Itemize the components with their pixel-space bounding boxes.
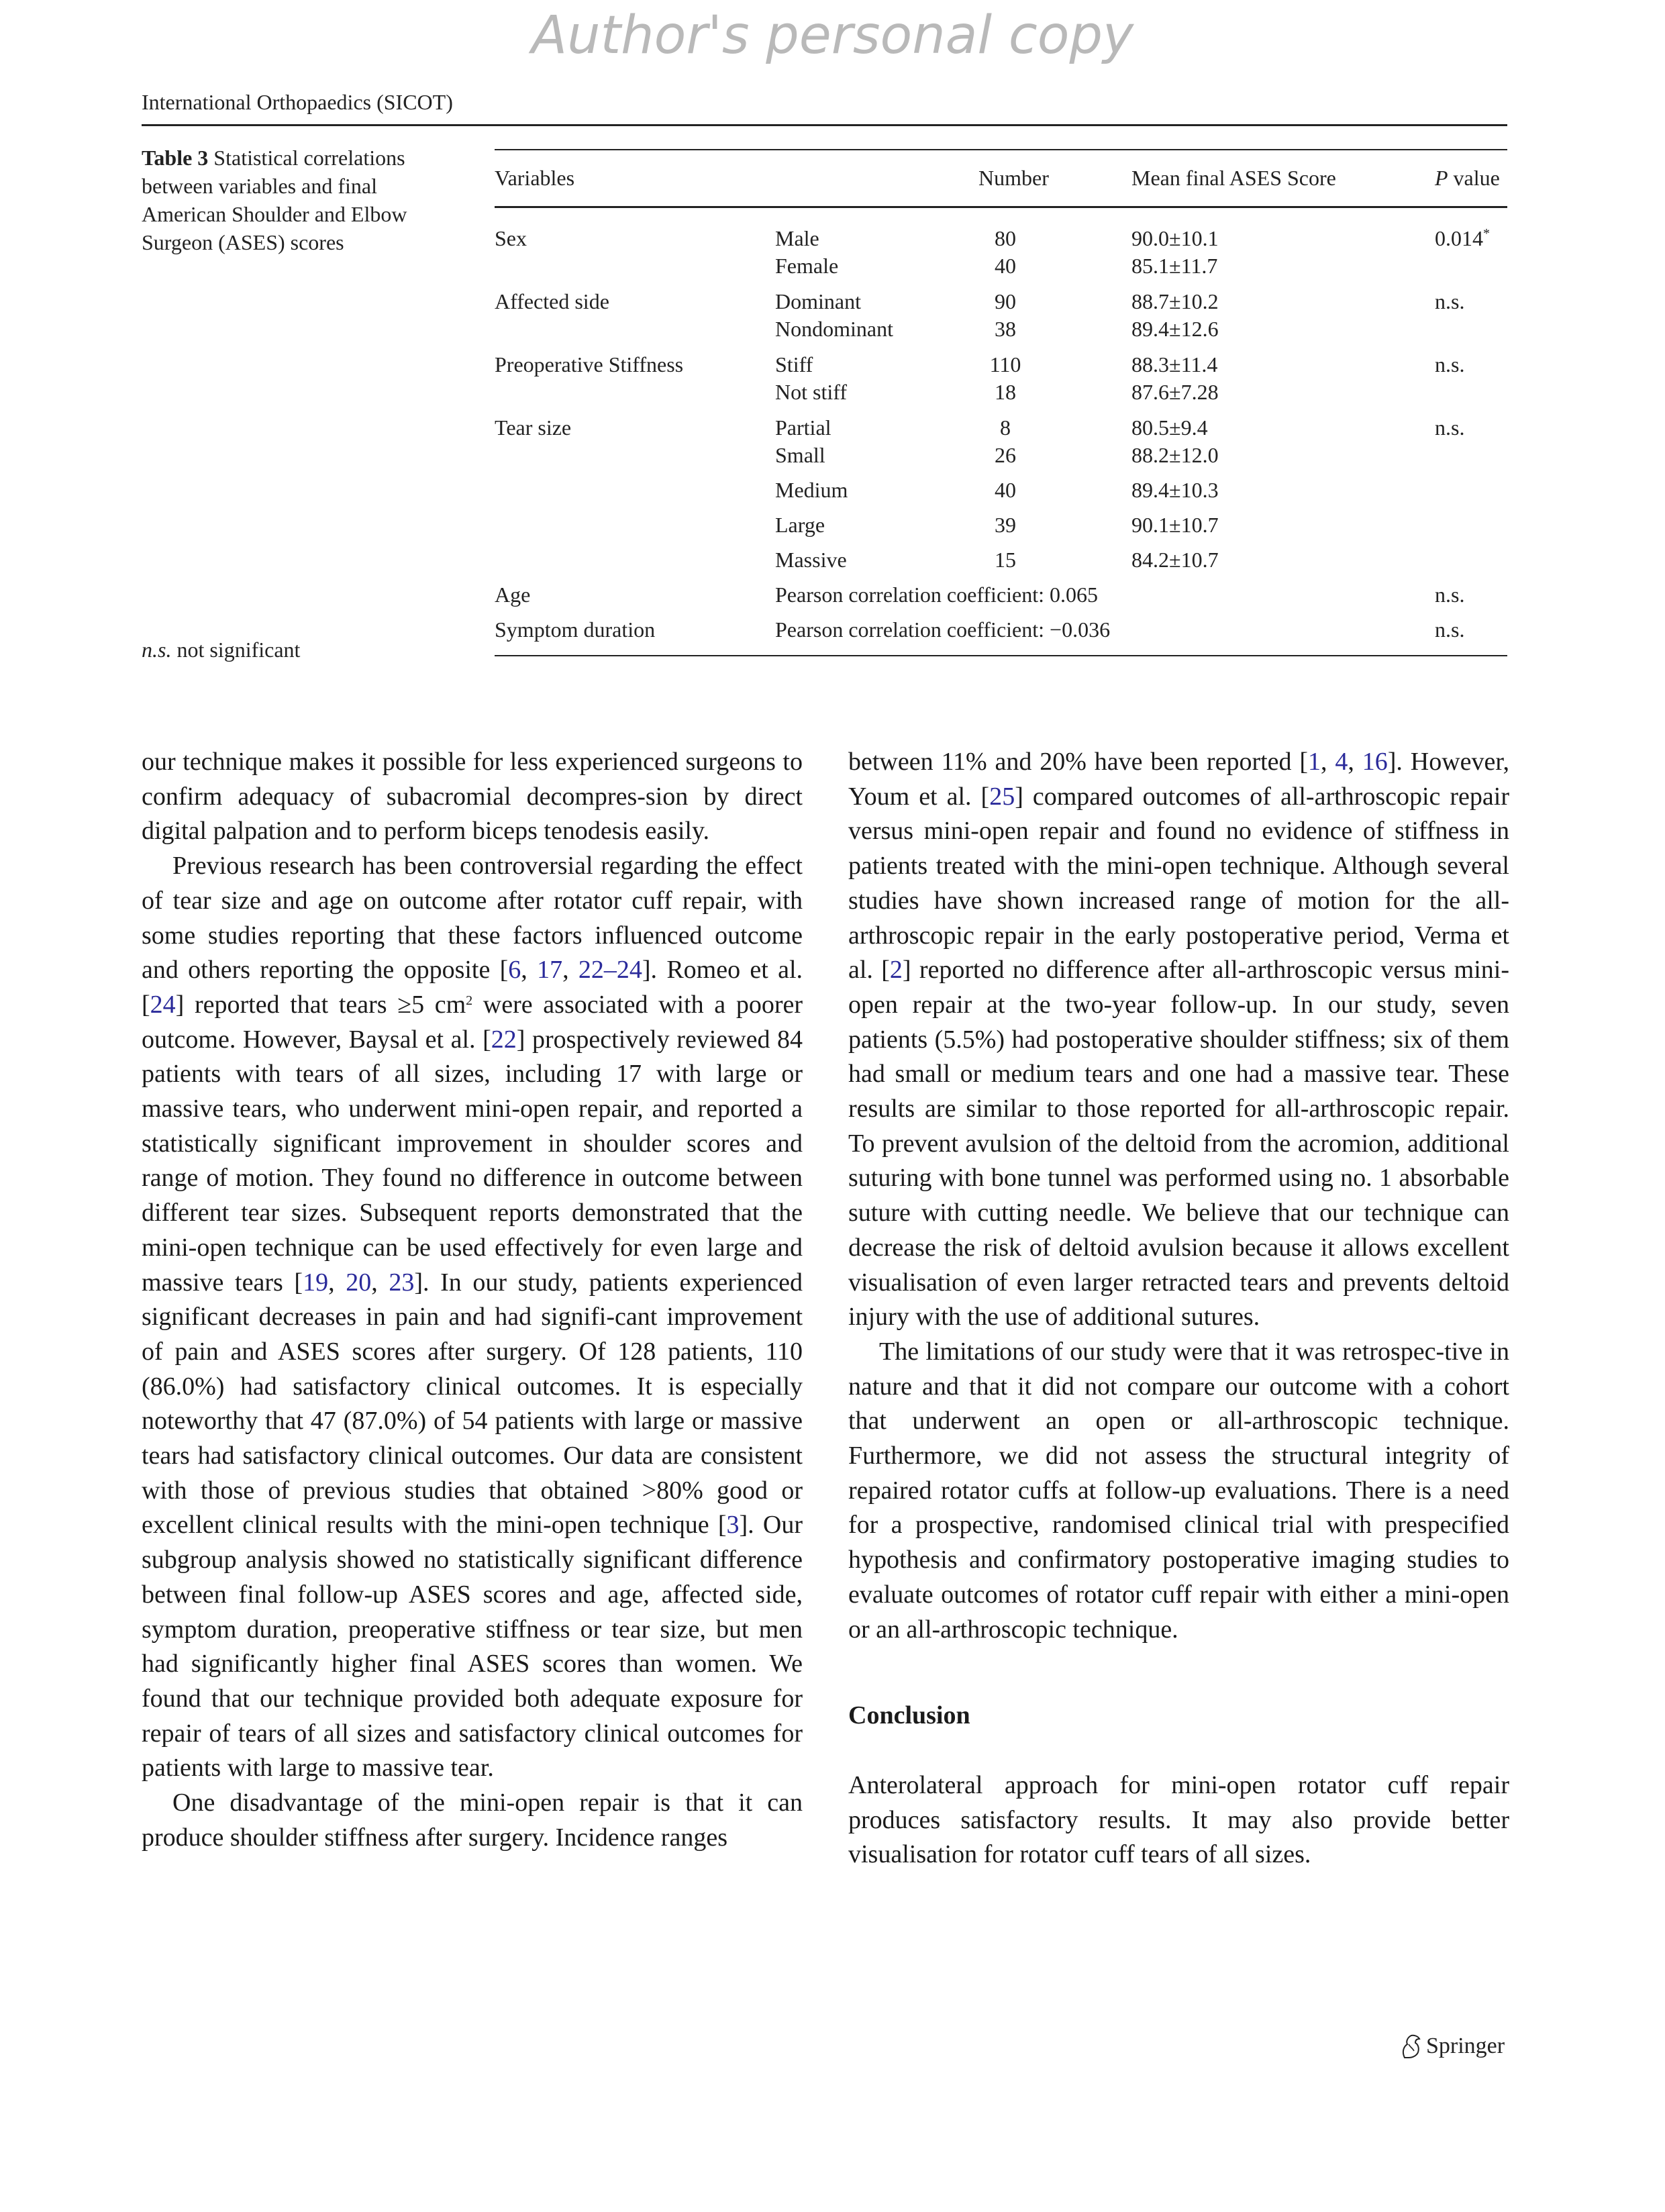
significance-mark: *	[1483, 226, 1490, 241]
table-cell-number: 40	[995, 478, 1016, 502]
table-cell-level: Female	[775, 254, 839, 278]
text-run: ,	[1321, 748, 1335, 776]
text-run: our technique makes it possible for less experienced surgeons to confirm adequacy of subacromial decompres-sion by direct digital palpation and to perform biceps tenodesis easily.	[142, 748, 803, 846]
citation-link[interactable]: 25	[989, 782, 1015, 811]
publisher-logo	[1399, 2033, 1505, 2059]
table-cell-p-value: 0.014*	[1435, 226, 1490, 250]
citation-link[interactable]: 2	[889, 956, 903, 985]
citation-link[interactable]: 1	[1308, 748, 1321, 776]
table-cell-mean: 88.2±12.0	[1131, 443, 1219, 467]
table-header-rule	[495, 206, 1507, 208]
text-run: ] reported no difference after all-arthroscopic versus mini-open repair at the two-year follow-up. In our study, seven patients (5.5%) had postoperative shoulder stiffness; six of them had small or medium tears and one had a massive tear. These results are similar to those reported for all-arthroscopic repair. To prevent avulsion of the deltoid from the acromion, additional suturing with bone tunnel was performed using no. 1 absorbable suture with cutting needle. We believe that our technique can decrease the risk of deltoid avulsion because it allows excellent visualisation of even larger retracted tears and prevents deltoid injury with the use of additional sutures.	[848, 956, 1510, 1331]
springer-horse-icon	[1399, 2033, 1422, 2059]
table-cell-variable: Affected side	[495, 289, 609, 313]
table-footnote	[142, 638, 300, 662]
body-paragraph	[142, 745, 803, 849]
table-cell-number: 8	[1000, 415, 1011, 440]
body-paragraph	[848, 1768, 1509, 1872]
table-cell-number: 26	[995, 443, 1016, 467]
table-cell-mean: 88.3±11.4	[1131, 352, 1218, 376]
table-cell-level: Nondominant	[775, 317, 893, 341]
table-cell-correlation: Pearson correlation coefficient: −0.036	[775, 617, 1111, 642]
table-cell-mean: 85.1±11.7	[1131, 254, 1218, 278]
citation-link[interactable]: 22–24	[578, 956, 642, 985]
text-run: ,	[562, 956, 578, 985]
text-run: ] reported that tears ≥5 cm	[175, 990, 466, 1019]
table-cell-p-value: n.s.	[1435, 289, 1465, 313]
table-cell-number: 38	[995, 317, 1016, 341]
table-cell-mean: 89.4±10.3	[1131, 478, 1219, 502]
text-run: ]. In our study, patients experienced significant decreases in pain and had signifi-cant improvement of pain and ASES scores after surgery. Of 128 patients, 110 (86.0%) had satisfactory clinical outcomes. It is especially noteworthy that 47 (87.0%) of 54 patients with large or massive tears had satisfactory clinical outcomes. Our data are consistent with those of previous studies that obtained >80% good or excellent clinical results with the mini-open technique [	[142, 1268, 803, 1540]
text-run: One disadvantage of the mini-open repair is that it can produce shoulder stiffness after surgery. Incidence ranges	[142, 1789, 803, 1852]
body-paragraph	[142, 849, 803, 1786]
text-run: ,	[521, 956, 538, 985]
text-run: ]. However, Youm et al. [	[848, 748, 1510, 811]
table-cell-mean: 89.4±12.6	[1131, 317, 1219, 341]
table-label: Table 3	[142, 146, 209, 170]
table-cell-mean: 80.5±9.4	[1131, 415, 1208, 440]
text-run: ] compared outcomes of all-arthroscopic repair versus mini-open repair and found no evidence of stiffness in patients treated with the mini-open technique. Although several studies have shown increased range of motion for the all-arthroscopic repair in the early postoperative period, Verma et al. [	[848, 782, 1509, 985]
table-cell-p-value: n.s.	[1435, 583, 1465, 607]
table-top-rule	[495, 149, 1507, 150]
header-variables: Variables	[495, 166, 575, 190]
citation-link[interactable]: 16	[1362, 748, 1388, 776]
header-number: Number	[978, 166, 1049, 190]
body-paragraph	[848, 1335, 1509, 1647]
table-cell-level: Partial	[775, 415, 831, 440]
table-cell-p-value: n.s.	[1435, 352, 1465, 376]
table-cell-number: 40	[995, 254, 1016, 278]
text-run: were associated with a poorer outcome. However, Baysal et al. [	[142, 990, 803, 1054]
table-cell-mean: 90.0±10.1	[1131, 226, 1219, 250]
table-cell-number: 80	[995, 226, 1016, 250]
table-cell-level: Male	[775, 226, 819, 250]
text-run: The limitations of our study were that it was retrospec-tive in nature and that it did not compare our outcome with a cohort that underwent an open or all-arthroscopic technique. Furthermore, we did not assess the structural integrity of repaired rotator cuffs at follow-up evaluations. There is a need for a prospective, randomised clinical trial with prespecified hypothesis and confirmatory postoperative imaging studies to evaluate outcomes of rotator cuff repair with either a mini-open or an all-arthroscopic technique.	[848, 1337, 1509, 1644]
header-rule	[142, 124, 1507, 126]
table-cell-mean: 90.1±10.7	[1131, 513, 1219, 537]
heading-spacer	[848, 1733, 1509, 1768]
citation-link[interactable]: 23	[389, 1268, 415, 1297]
citation-link[interactable]: 22	[491, 1025, 517, 1054]
header-p-value: P value	[1435, 166, 1500, 190]
table-cell-mean: 84.2±10.7	[1131, 548, 1219, 572]
citation-link[interactable]: 17	[537, 956, 563, 985]
footnote-abbr: n.s.	[142, 638, 172, 662]
superscript: 2	[466, 993, 473, 1008]
table-cell-correlation: Pearson correlation coefficient: 0.065	[775, 583, 1099, 607]
table-cell-level: Large	[775, 513, 825, 537]
citation-link[interactable]: 4	[1335, 748, 1348, 776]
footnote-text: not significant	[171, 638, 301, 662]
table-cell-p-value: n.s.	[1435, 617, 1465, 642]
table-cell-variable: Preoperative Stiffness	[495, 352, 684, 376]
citation-link[interactable]: 19	[303, 1268, 329, 1297]
body-column-right	[848, 745, 1509, 1872]
table-bottom-rule	[495, 655, 1507, 656]
table-cell-variable: Sex	[495, 226, 527, 250]
section-heading: Conclusion	[848, 1701, 970, 1730]
table-cell-level: Massive	[775, 548, 847, 572]
table-cell-variable: Symptom duration	[495, 617, 656, 642]
table-cell-level: Dominant	[775, 289, 861, 313]
text-run: ,	[371, 1268, 389, 1297]
table-cell-number: 90	[995, 289, 1016, 313]
table-cell-number: 39	[995, 513, 1016, 537]
citation-link[interactable]: 24	[150, 990, 176, 1019]
journal-running-head: International Orthopaedics (SICOT)	[142, 90, 453, 114]
text-run: ,	[1348, 748, 1362, 776]
watermark: Author's personal copy	[531, 5, 1134, 66]
publisher-name: Springer	[1426, 2033, 1505, 2058]
text-run: ]. Romeo et al. [	[142, 956, 803, 1019]
body-column-left	[142, 745, 803, 1856]
table-cell-p-value: n.s.	[1435, 415, 1465, 440]
table-cell-number: 18	[995, 380, 1016, 404]
body-paragraph	[142, 1786, 803, 1855]
table-caption	[142, 144, 450, 256]
citation-link[interactable]: 3	[726, 1511, 740, 1540]
text-run: ] prospectively reviewed 84 patients with tears of all sizes, including 17 with large or massive tears, who underwent mini-open repair, and reported a statistically significant improvement in shoulder scores and range of motion. They found no difference in outcome between different tear sizes. Subsequent reports demonstrated that the mini-open technique can be used effectively for even large and massive tears [	[142, 1025, 803, 1297]
text-run: Previous research has been controversial regarding the effect of tear size and age on outcome after rotator cuff repair, with some studies reporting that these factors influenced outcome and others reporting the opposite [	[142, 852, 803, 985]
body-paragraph	[848, 745, 1509, 1335]
table-caption-text: Statistical correlations between variables and final American Shoulder and Elbow Surgeon (ASES) scores	[142, 146, 407, 254]
citation-link[interactable]: 20	[346, 1268, 372, 1297]
text-run: ]. Our subgroup analysis showed no statistically significant difference between final follow-up ASES scores and age, affected side, symptom duration, preoperative stiffness or tear size, but men had significantly higher final ASES scores than women. We found that our technique provided both adequate exposure for repair of tears of all sizes and satisfactory clinical outcomes for patients with large to massive tear.	[142, 1511, 803, 1782]
table-cell-level: Medium	[775, 478, 848, 502]
text-run: Anterolateral approach for mini-open rotator cuff repair produces satisfactory results. It may also provide better visualisation for rotator cuff tears of all sizes.	[848, 1770, 1509, 1869]
table-cell-mean: 88.7±10.2	[1131, 289, 1219, 313]
table-cell-variable: Age	[495, 583, 531, 607]
table-cell-mean: 87.6±7.28	[1131, 380, 1219, 404]
table-cell-level: Stiff	[775, 352, 813, 376]
text-run: ,	[328, 1268, 346, 1297]
table-cell-number: 15	[995, 548, 1016, 572]
header-mean: Mean final ASES Score	[1131, 166, 1336, 190]
table-cell-variable: Tear size	[495, 415, 572, 440]
table-cell-number: 110	[989, 352, 1021, 376]
table-cell-level: Not stiff	[775, 380, 847, 404]
table-cell-level: Small	[775, 443, 825, 467]
text-run: between 11% and 20% have been reported [	[848, 748, 1309, 776]
citation-link[interactable]: 6	[508, 956, 521, 985]
